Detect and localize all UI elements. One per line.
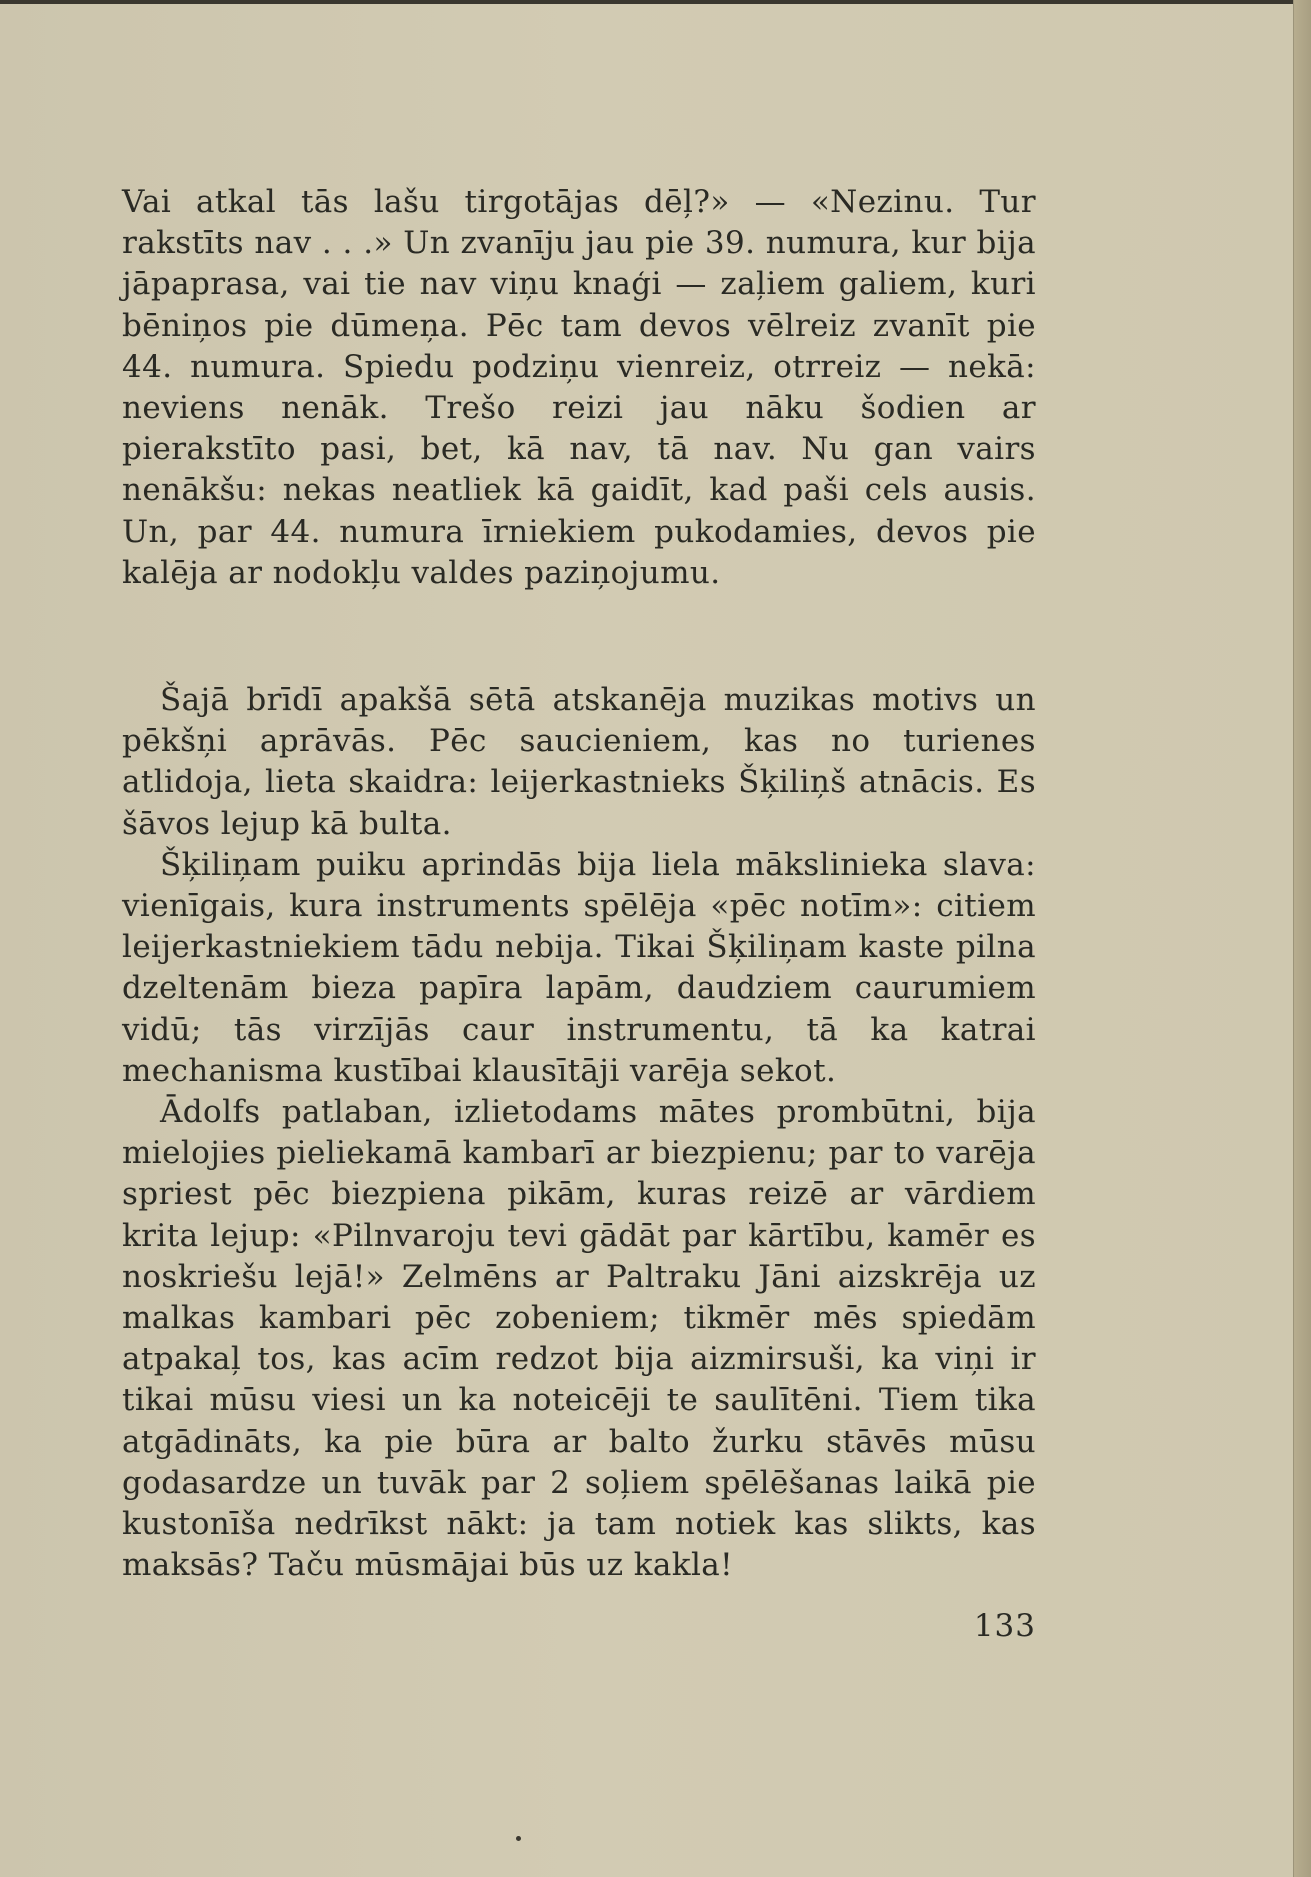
page-number: 133	[973, 1608, 1036, 1644]
paper-speck	[516, 1836, 521, 1841]
text-block-top	[122, 182, 1036, 594]
text-block-bottom	[122, 680, 1036, 1586]
page-edge	[1293, 0, 1311, 1877]
paragraph: Vai atkal tās lašu tirgotājas dēļ?» — «Nezinu. Tur rakstīts nav . . .» Un zvanīju jau pie 39. numura, kur bija jāpaprasa, vai tie nav viņu knaģi — zaļiem galiem, kuri bēniņos pie dūmeņa. Pēc tam devos vēlreiz zvanīt pie 44. numura. Spiedu podziņu vienreiz, otrreiz — nekā: neviens nenāk. Trešo reizi jau nāku šodien ar pierakstīto pasi, bet, kā nav, tā nav. Nu gan vairs nenākšu: nekas neatliek kā gaidīt, kad paši cels ausis. Un, par 44. numura īrniekiem pukodamies, devos pie kalēja ar nodokļu valdes paziņojumu.	[122, 184, 1036, 591]
paragraph: Šajā brīdī apakšā sētā atskanēja muzikas motivs un pēkšņi aprāvās. Pēc saucieniem, kas no turienes atlidoja, lieta skaidra: leijerkastnieks Šķiliņš atnācis. Es šāvos lejup kā bulta.	[122, 682, 1036, 842]
paragraph: Šķiliņam puiku aprindās bija liela mākslinieka slava: vienīgais, kura instruments spēlēja «pēc notīm»: citiem leijerkastniekiem tādu nebija. Tikai Šķiliņam kaste pilna dzeltenām bieza papīra lapām, daudziem caurumiem vidū; tās virzījās caur instrumentu, tā ka katrai mechanisma kustībai klausītāji varēja sekot.	[122, 846, 1036, 1089]
paragraph: Ādolfs patlaban, izlietodams mātes prombūtni, bija mielojies pieliekamā kambarī ar biezpienu; par to varēja spriest pēc biezpiena pikām, kuras reizē ar vārdiem krita lejup: «Pilnvaroju tevi gādāt par kārtību, kamēr es noskriešu lejā!» Zelmēns ar Paltraku Jāni aizskrēja uz malkas kambari pēc zobeniem; tikmēr mēs spiedām atpakaļ tos, kas acīm redzot bija aizmirsuši, ka viņi ir tikai mūsu viesi un ka noteicēji te saulītēni. Tiem tika atgādināts, ka pie būra ar balto žurku stāvēs mūsu godasardze un tuvāk par 2 soļiem spēlēšanas laikā pie kustonīša nedrīkst nākt: ja tam notiek kas slikts, kas maksās? Taču mūsmājai būs uz kakla!	[122, 1094, 1036, 1584]
